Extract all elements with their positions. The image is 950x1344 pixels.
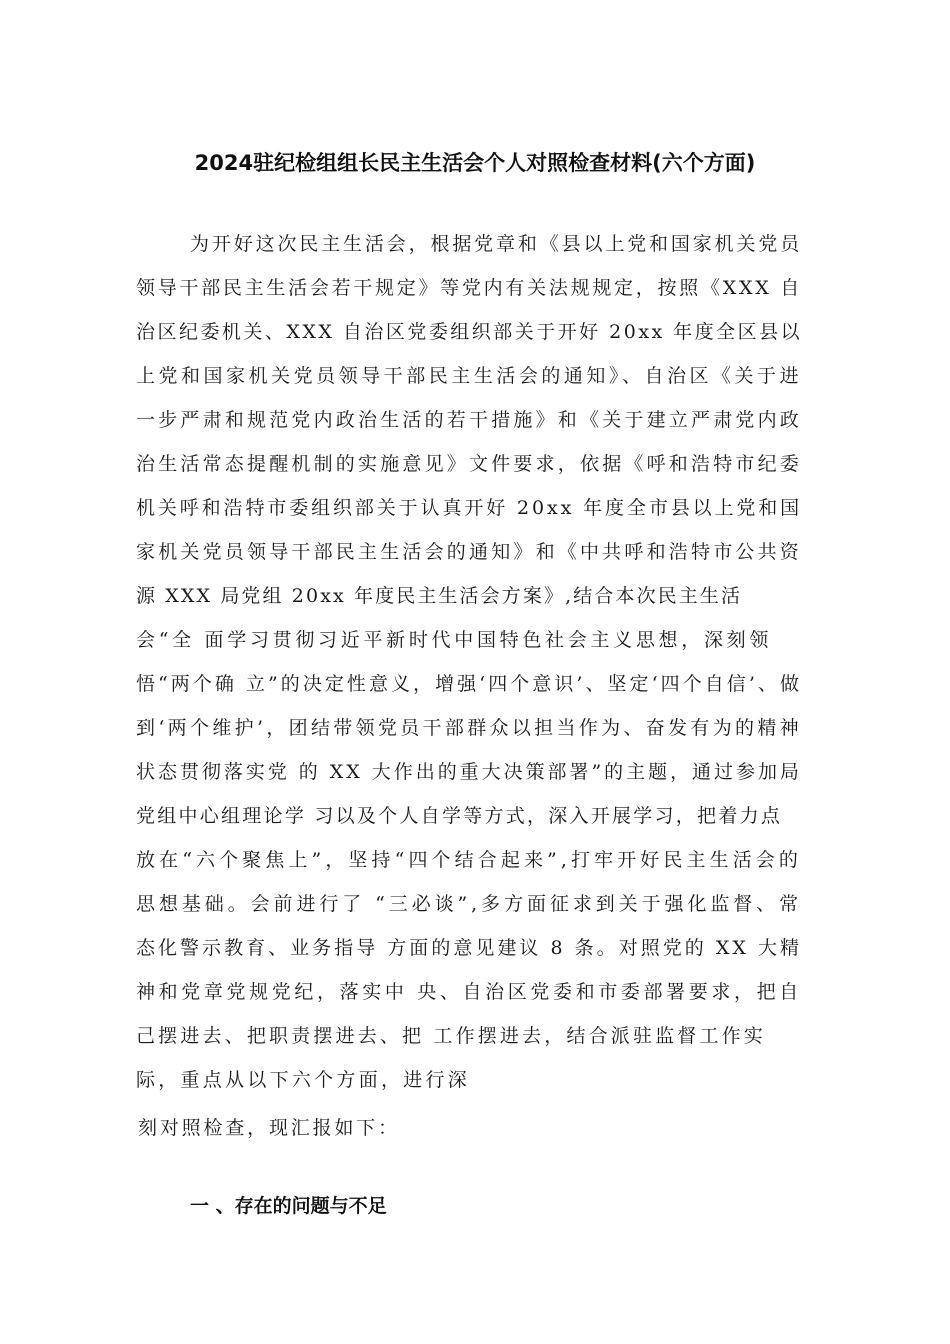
paragraph-line: 际，重点从以下六个方面，进行深: [136, 1069, 471, 1091]
paragraph-line: 上党和国家机关党员领导干部民主生活会的通知》、自治区《关于进: [136, 365, 803, 387]
paragraph-line: 会“全 面学习贯彻习近平新时代中国特色社会主义思想，深刻领: [136, 629, 773, 651]
paragraph-line: 悟“两个确 立”的决定性意义，增强‘四个意识’、坚定‘四个自信’、做: [136, 673, 802, 695]
paragraph-line: 状态贯彻落实党 的 XX 大作出的重大决策部署”的主题，通过参加局: [136, 761, 802, 783]
document-title: 2024驻纪检组组长民主生活会个人对照检查材料(六个方面): [194, 151, 756, 175]
paragraph-line: 源 XXX 局党组 20xx 年度民主生活会方案》,结合本次民主生活: [136, 585, 743, 607]
paragraph-line: 神和党章党规党纪，落实中 央、自治区党委和市委部署要求，把自: [136, 981, 802, 1003]
section-heading: 一 、存在的问题与不足: [190, 1195, 387, 1217]
paragraph-line: 到‘两个维护’，团结带领党员干部群众以担当作为、奋发有为的精神: [136, 717, 803, 739]
paragraph-line: 领导干部民主生活会若干规定》等党内有关法规规定，按照《XXX 自: [136, 277, 802, 299]
paragraph-line: 己摆进去、把职责摆进去、把 工作摆进去，结合派驻监督工作实: [136, 1025, 766, 1047]
paragraph-line: 一步严肃和规范党内政治生活的若干措施》和《关于建立严肃党内政: [136, 409, 803, 431]
paragraph-line: 放在“六个聚焦上”，坚持“四个结合起来”,打牢开好民主生活会的: [136, 849, 802, 871]
paragraph-line: 为开好这次民主生活会，根据党章和《县以上党和国家机关党员: [190, 233, 803, 255]
paragraph-line: 家机关党员领导干部民主生活会的通知》和《中共呼和浩特市公共资: [136, 541, 803, 563]
paragraph-line: 思想基础。会前进行了 “三必谈”,多方面征求到关于强化监督、常: [136, 893, 803, 915]
paragraph-line: 治生活常态提醒机制的实施意见》文件要求，依据《呼和浩特市纪委: [136, 453, 803, 475]
paragraph-line: 治区纪委机关、XXX 自治区党委组织部关于开好 20xx 年度全区县以: [136, 321, 803, 343]
paragraph-line: 机关呼和浩特市委组织部关于认真开好 20xx 年度全市县以上党和国: [136, 497, 803, 519]
paragraph-line: 刻对照检查，现汇报如下：: [138, 1117, 400, 1139]
paragraph-line: 党组中心组理论学 习以及个人自学等方式，深入开展学习，把着力点: [136, 805, 783, 827]
paragraph-line: 态化警示教育、业务指导 方面的意见建议 8 条。对照党的 XX 大精: [136, 937, 803, 959]
